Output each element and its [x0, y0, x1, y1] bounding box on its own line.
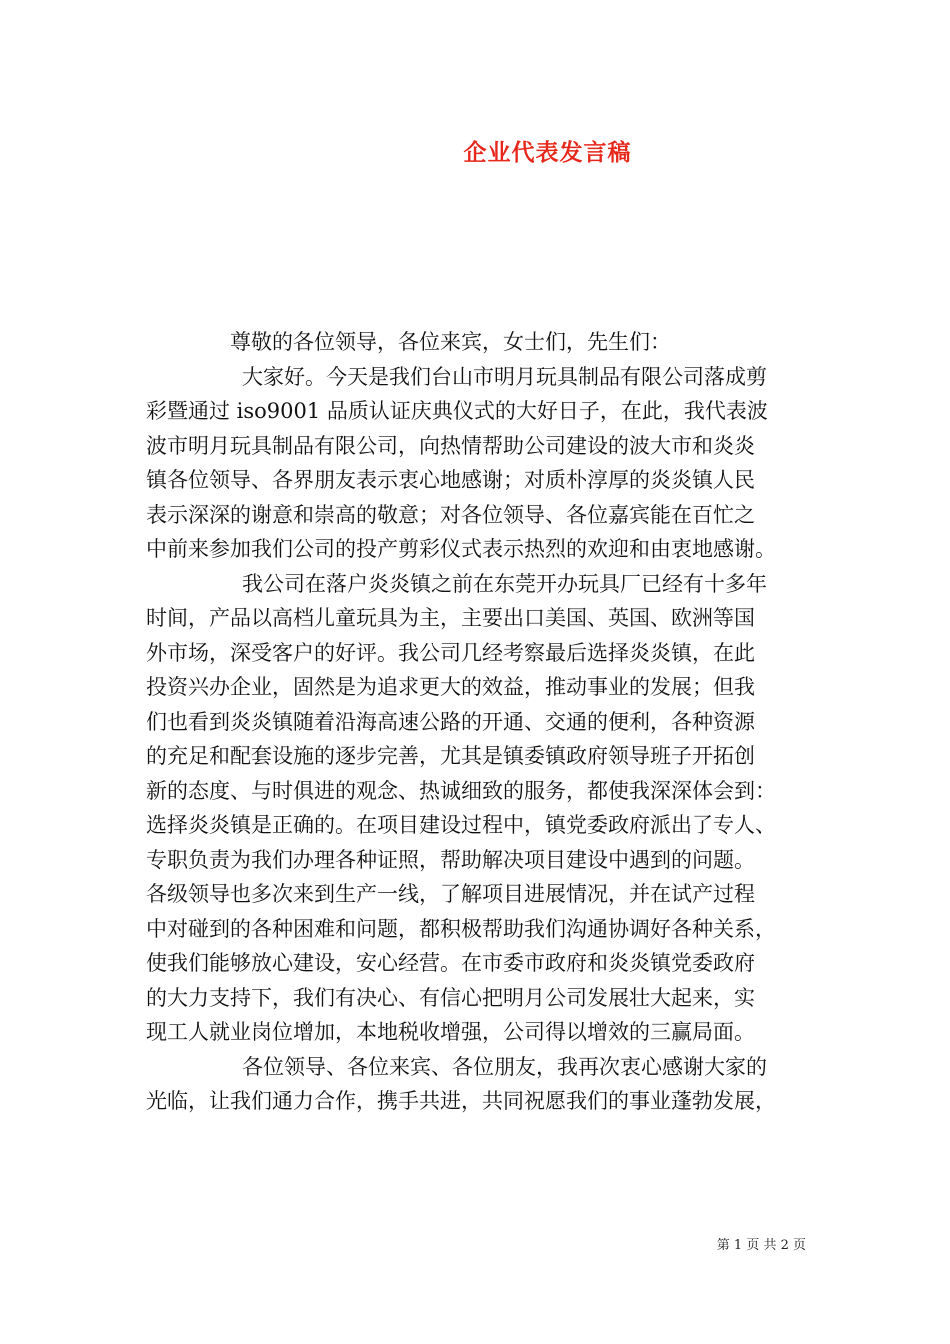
paragraph-line: 镇各位领导、各界朋友表示衷心地感谢；对质朴淳厚的炎炎镇人民: [146, 468, 755, 492]
document-body: [146, 325, 806, 1119]
paragraph-line: 使我们能够放心建设，安心经营。在市委市政府和炎炎镇党委政府: [146, 951, 755, 975]
paragraph-line: 专职负责为我们办理各种证照，帮助解决项目建设中遇到的问题。: [146, 847, 755, 872]
page-title: 企业代表发言稿: [463, 139, 632, 166]
paragraph-line: 的大力支持下，我们有决心、有信心把明月公司发展壮大起来，实: [146, 985, 755, 1010]
paragraph-line: 新的态度、与时俱进的观念、热诚细致的服务，都使我深深体会到：: [146, 778, 776, 803]
paragraph-line: 外市场，深受客户的好评。我公司几经考察最后选择炎炎镇，在此: [146, 640, 755, 665]
paragraph-line: 各位领导、各位来宾、各位朋友，我再次衷心感谢大家的: [242, 1054, 767, 1079]
page-indicator: 第 1 页 共 2 页: [716, 1238, 806, 1253]
paragraph-line: 波市明月玩具制品有限公司，向热情帮助公司建设的波大市和炎炎: [146, 433, 755, 458]
paragraph-line: 中前来参加我们公司的投产剪彩仪式表示热烈的欢迎和由衷地感谢。: [146, 537, 776, 561]
paragraph-line: 现工人就业岗位增加，本地税收增强，公司得以增效的三赢局面。: [146, 1020, 755, 1044]
paragraph-line: 各级领导也多次来到生产一线，了解项目进展情况，并在试产过程: [146, 882, 755, 906]
paragraph-line: 们也看到炎炎镇随着沿海高速公路的开通、交通的便利，各种资源: [146, 709, 755, 734]
paragraph-line: 大家好。今天是我们台山市明月玩具制品有限公司落成剪: [242, 364, 767, 389]
salutation-line: 尊敬的各位领导，各位来宾，女士们，先生们：: [230, 330, 671, 354]
paragraph-line: 我公司在落户炎炎镇之前在东莞开办玩具厂已经有十多年: [242, 571, 767, 596]
paragraph-line: 的充足和配套设施的逐步完善，尤其是镇委镇政府领导班子开拓创: [146, 744, 755, 768]
paragraph-line: 表示深深的谢意和崇高的敬意；对各位领导、各位嘉宾能在百忙之: [146, 502, 755, 527]
paragraph-line: 彩暨通过 iso9001 品质认证庆典仪式的大好日子，在此，我代表波: [146, 399, 768, 423]
paragraph-line: 选择炎炎镇是正确的。在项目建设过程中，镇党委政府派出了专人、: [146, 813, 776, 837]
paragraph-line: 光临，让我们通力合作，携手共进，共同祝愿我们的事业蓬勃发展，: [146, 1089, 776, 1113]
paragraph-line: 投资兴办企业，固然是为追求更大的效益，推动事业的发展；但我: [146, 675, 755, 699]
paragraph-line: 时间，产品以高档儿童玩具为主，主要出口美国、英国、欧洲等国: [146, 606, 755, 630]
paragraph-line: 中对碰到的各种困难和问题，都积极帮助我们沟通协调好各种关系，: [146, 916, 776, 941]
